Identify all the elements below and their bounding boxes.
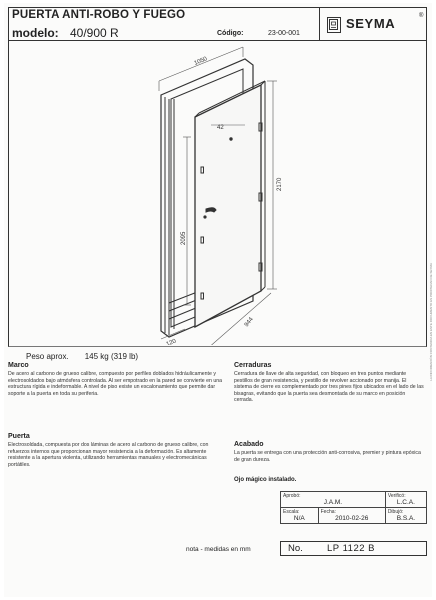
approval-table [280,491,427,524]
marco-heading: Marco [8,362,29,369]
acabado-note: Ojo mágico instalado. [234,477,297,483]
fecha-label: Fecha: [320,509,336,515]
cerraduras-heading: Cerraduras [234,362,272,369]
document-number-value: LP 1122 B [327,543,375,554]
dim-frame-label: 42 [217,125,224,131]
aprobo-label: Aprobó: [283,493,301,499]
marco-text: De acero al carbono de grueso calibre, compuesto por perfiles doblados hidráulicamente y electrosoldados bajo atmósfera controlada. Al ser empotrado en la pared se convierte en una estructura rígida e indeformable. A nivel de piso existe un escalonamiento que permite dar soporte a la puerta en toda su periferia. [8,371,222,397]
verifico-cell [385,492,426,508]
puerta-text: Electrosoldada, compuesta por dos láminas de acero al carbono de grueso calibre, con refuerzos internos que proporcionan mayor resistencia a la deformación. Es altamente resistente a la apertura violenta, utilizando herramientas manuales y electromecánicas portátiles. [8,442,209,468]
cerraduras-text: Cerradura de llave de alta seguridad, con bloqueo en tres puntos mediante pestillos de gran resistencia, y pestillo de revolver accionado por manija. El sistema de cierre es complementado por tres pines fijos ubicados en el lado de las bisagras, evitando que la puerta sea desmontada de su marco en posición cerrada. [234,371,424,403]
weight-label: Peso aprox. [26,352,69,361]
escala-cell [281,508,319,524]
dibujo-cell [385,508,426,524]
dibujo-label: Dibujó: [387,509,404,515]
dim-inner-height-label: 2095 [181,231,187,245]
verifico-value: L.C.A. [396,499,415,506]
escala-label: Escala: [283,509,300,515]
puerta-heading: Puerta [8,433,30,440]
code-label: Código: [217,30,244,37]
escala-value: N/A [293,515,305,522]
brand-name: SEYMA [346,16,396,31]
dibujo-value: B.S.A. [396,515,416,522]
door-isometric-drawing [9,41,425,345]
measurement-note: nota - medidas en mm [186,546,251,553]
acabado-text: La puerta se entrega con una protección anti-corrosiva, premier y pintura epóxica de gran dureza. [234,450,421,463]
weight-value: 145 kg (319 lb) [84,352,139,361]
verifico-label: Verificó: [387,493,406,499]
document-number-label: No. [288,543,303,554]
dim-depth-label: 944 [243,316,255,329]
dim-base-label: 120 [165,338,178,345]
code-value: 23-00-001 [268,30,300,37]
title-block-header [8,7,320,41]
registered-mark: ® [419,13,424,19]
door-drawing-area [8,41,427,347]
document-title: PUERTA ANTI-ROBO Y FUEGO [12,9,186,21]
brand-block [320,7,427,41]
fecha-value: 2010-02-26 [335,515,369,522]
model-label: modelo: [12,26,59,40]
document-number-box [280,541,427,556]
dim-width-label: 1050 [193,56,209,67]
spec-sheet [4,3,432,597]
aprobo-cell [281,492,386,508]
aprobo-value: J.A.M. [323,499,343,506]
weight-line [26,352,138,361]
fecha-cell [318,508,385,524]
model-value: 40/900 R [70,26,119,40]
dim-height-label: 2170 [277,177,283,191]
acabado-heading: Acabado [234,441,264,448]
side-disclaimer: LA INFORMACIÓN CONTENIDA EN ESTE DOCUMENTO ES PROPIEDAD DE SEYMA [429,263,433,381]
seyma-logo-icon [327,17,341,33]
